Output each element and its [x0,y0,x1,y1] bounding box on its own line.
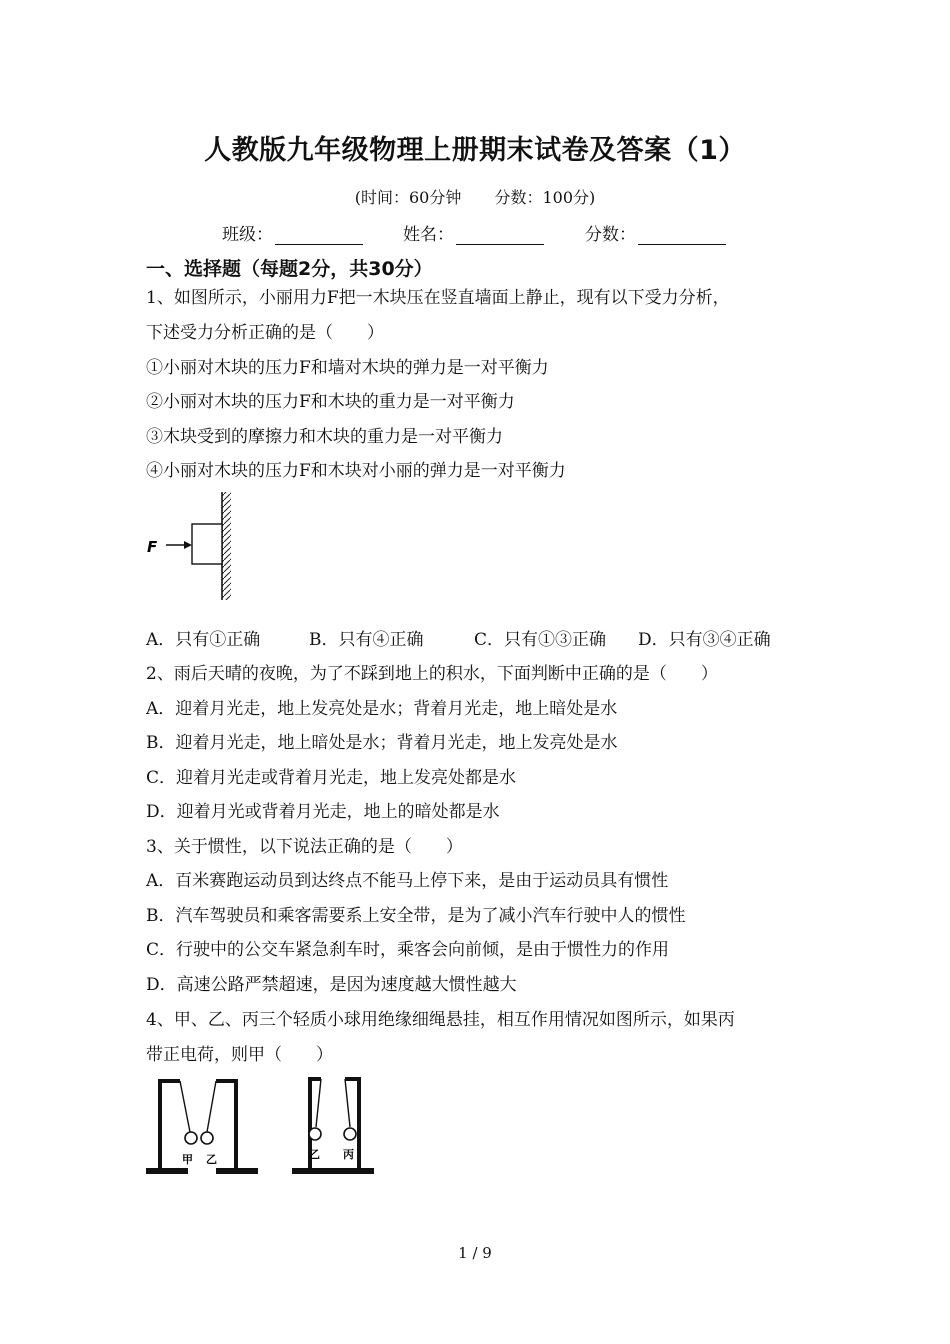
ball-jia [185,1132,197,1144]
q2-option-a[interactable]: A．迎着月光走，地上发亮处是水；背着月光走，地上暗处是水 [146,699,618,719]
q2-stem: 2、雨后天晴的夜晚，为了不踩到地上的积水，下面判断中正确的是（ ） [146,664,718,684]
ball-bing [344,1128,356,1140]
q1-stem-line2: 下述受力分析正确的是（ ） [146,323,384,343]
score-field[interactable] [585,220,726,245]
q1-option-d[interactable]: D．只有③④正确 [638,630,771,650]
score-label: 分数： [585,225,636,245]
q1-statement-3: ③木块受到的摩擦力和木块的重力是一对平衡力 [146,427,503,447]
page-number: 1 / 9 [458,1244,492,1262]
total-score: 分数：100分) [494,188,596,207]
q2-option-c[interactable]: C．迎着月光走或背着月光走，地上发亮处都是水 [146,768,517,788]
q2-option-d[interactable]: D．迎着月光或背着月光走，地上的暗处都是水 [146,802,500,822]
class-label: 班级： [222,225,273,245]
name-blank[interactable] [456,226,544,245]
score-blank[interactable] [638,226,726,245]
q1-statement-1: ①小丽对木块的压力F和墙对木块的弹力是一对平衡力 [146,358,549,378]
q4-stem-line1: 4、甲、乙、丙三个轻质小球用绝缘细绳悬挂，相互作用情况如图所示，如果丙 [146,1010,735,1030]
q1-statement-2: ②小丽对木块的压力F和木块的重力是一对平衡力 [146,392,515,412]
q3-option-b[interactable]: B．汽车驾驶员和乘客需要系上安全带，是为了减小汽车行驶中人的惯性 [146,906,686,926]
q1-force-diagram [140,488,250,603]
q1-statement-4: ④小丽对木块的压力F和木块对小丽的弹力是一对平衡力 [146,461,566,481]
force-label: F [147,538,158,556]
q3-stem: 3、关于惯性，以下说法正确的是（ ） [146,837,463,857]
wall-hatching [222,492,231,600]
name-field[interactable] [403,220,544,245]
force-arrow-head [184,541,192,549]
q2-option-b[interactable]: B．迎着月光走，地上暗处是水；背着月光走，地上发亮处是水 [146,733,618,753]
q1-stem-line1: 1、如图所示，小丽用力F把一木块压在竖直墙面上静止，现有以下受力分析， [146,288,730,308]
q4-stem-line2: 带正电荷，则甲（ ） [146,1045,333,1065]
time-limit: (时间：60分钟 [354,188,462,207]
ball-yi-right [309,1128,321,1140]
ball-yi-left [201,1132,213,1144]
section-heading: 一、选择题（每题2分，共30分） [146,258,433,280]
q1-option-c[interactable]: C．只有①③正确 [474,630,607,650]
wooden-block [192,524,222,564]
class-blank[interactable] [275,226,363,245]
label-yi-left: 乙 [206,1153,217,1166]
label-yi-right: 乙 [309,1148,320,1161]
frame-jia-yi [146,1081,258,1174]
q1-option-a[interactable]: A．只有①正确 [146,630,261,650]
q3-option-d[interactable]: D．高速公路严禁超速，是因为速度越大惯性越大 [146,975,517,995]
frame-yi-bing [292,1079,374,1174]
page-title: 人教版九年级物理上册期末试卷及答案（1） [204,135,746,166]
label-jia: 甲 [182,1153,193,1166]
label-bing: 丙 [343,1148,354,1161]
q4-charge-diagram [140,1072,385,1184]
class-field[interactable] [222,220,363,245]
q3-option-a[interactable]: A．百米赛跑运动员到达终点不能马上停下来，是由于运动员具有惯性 [146,871,669,891]
q3-option-c[interactable]: C．行驶中的公交车紧急刹车时，乘客会向前倾，是由于惯性力的作用 [146,940,670,960]
exam-meta [0,185,950,208]
name-label: 姓名： [403,225,454,245]
q1-option-b[interactable]: B．只有④正确 [309,630,424,650]
